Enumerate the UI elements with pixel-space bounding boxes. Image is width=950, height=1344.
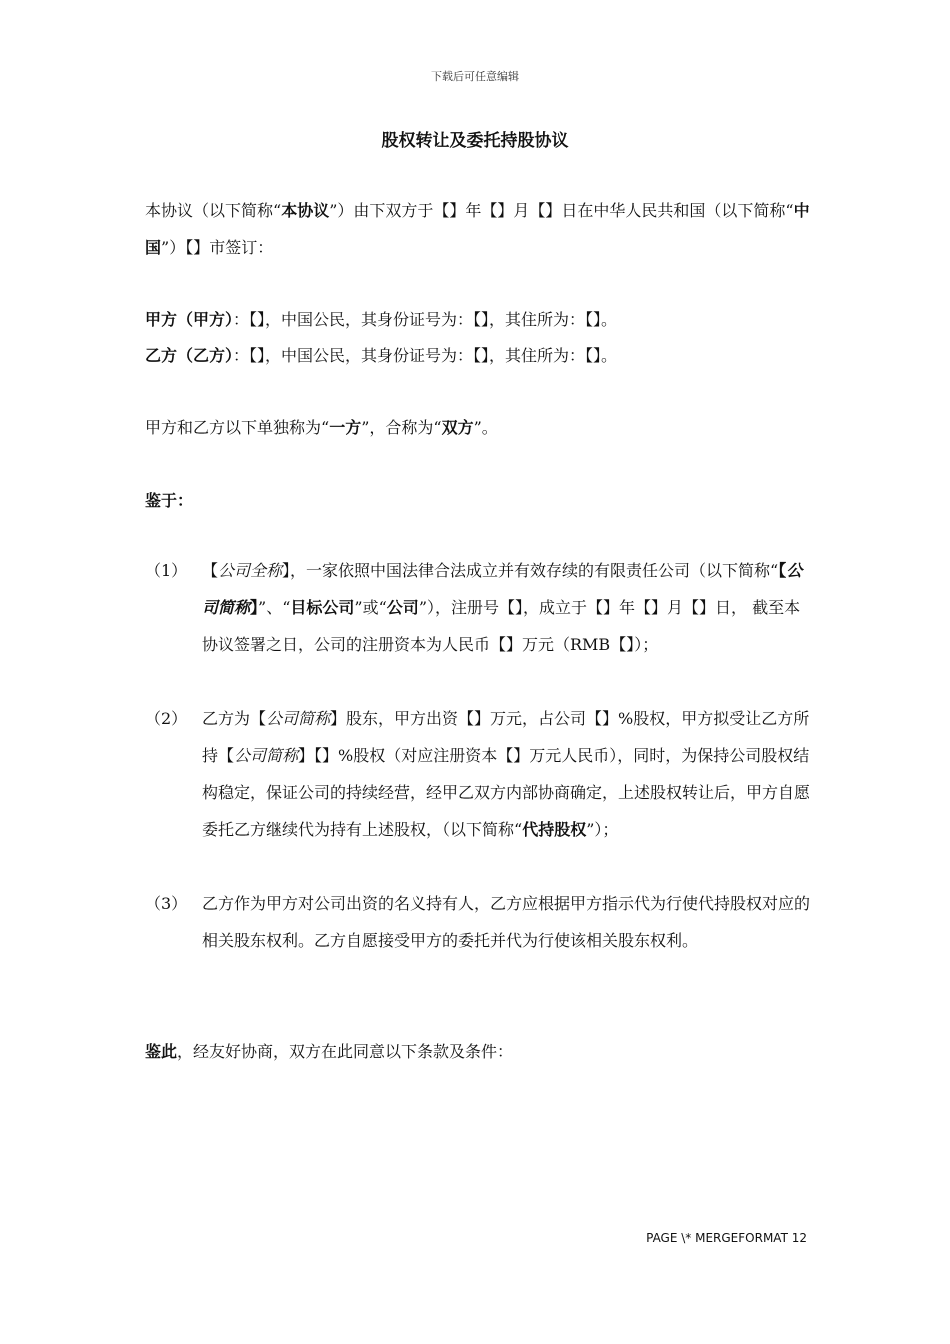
page-footer: PAGE \* MERGEFORMAT 12 bbox=[646, 1231, 807, 1245]
party-a-line: 甲方（甲方）：【】，中国公民，其身份证号为：【】，其住所为：【】。 bbox=[145, 310, 618, 329]
party-b-line: 乙方（乙方）：【】，中国公民，其身份证号为：【】，其住所为：【】。 bbox=[145, 346, 618, 365]
recital-number: （3） bbox=[145, 894, 188, 913]
recital-number: （1） bbox=[145, 561, 188, 580]
closing-paragraph: 鉴此，经友好协商，双方在此同意以下条款及条件： bbox=[145, 1042, 514, 1061]
collective-definition: 甲方和乙方以下单独称为“一方”，合称为“双方”。 bbox=[145, 418, 498, 437]
document-title: 股权转让及委托持股协议 bbox=[381, 131, 569, 151]
recital-item-1 bbox=[145, 552, 810, 663]
recital-text: 乙方作为甲方对公司出资的名义持有人，乙方应根据甲方指示代为行使代持股权对应的相关股东权利。乙方自愿接受甲方的委托并代为行使该相关股东权利。 bbox=[202, 894, 811, 950]
whereas-heading: 鉴于： bbox=[145, 491, 194, 510]
recital-item-3 bbox=[145, 885, 810, 959]
intro-paragraph: 本协议（以下简称“本协议”）由下双方于【】年【】月【】日在中华人民共和国（以下简称“中国”）【】市签订： bbox=[145, 201, 810, 257]
recital-number: （2） bbox=[145, 709, 188, 728]
header-note: 下载后可任意编辑 bbox=[431, 70, 519, 83]
recital-text: 乙方为【公司简称】股东，甲方出资【】万元，占公司【】%股权，甲方拟受让乙方所持【公司简称】【】%股权（对应注册资本【】万元人民币），同时，为保持公司股权结构稳定，保证公司的持续经营，经甲乙双方内部协商确定，上述股权转让后，甲方自愿委托乙方继续代为持有上述股权，（以下简称“代持股权”）； bbox=[202, 709, 811, 839]
recital-text: 【公司全称】，一家依照中国法律合法成立并有效存续的有限责任公司（以下简称“【公司简称】”、“目标公司”或“公司”），注册号【】，成立于【】年【】月【】日， 截至本协议签署之日，公司的注册资本为人民币【】万元（RMB【】）； bbox=[202, 561, 803, 654]
recital-item-2 bbox=[145, 700, 810, 848]
